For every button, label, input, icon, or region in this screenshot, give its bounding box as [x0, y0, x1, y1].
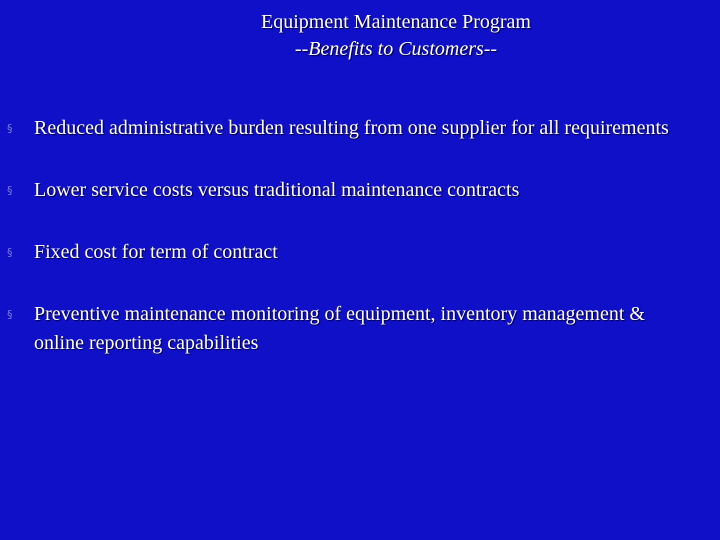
section-sign-bullet-icon: § — [7, 184, 13, 197]
slide-subtitle: --Benefits to Customers-- — [294, 38, 498, 60]
bullet-item — [0, 176, 720, 205]
bullet-text: Preventive maintenance monitoring of equipment, inventory management & online reporting capabilities — [34, 303, 645, 354]
bullet-text: Fixed cost for term of contract — [34, 241, 278, 263]
section-sign-bullet-icon: § — [7, 246, 13, 259]
bullet-text: Lower service costs versus traditional maintenance contracts — [34, 179, 520, 201]
bullet-item — [0, 238, 720, 267]
bullet-item — [0, 300, 720, 358]
bullet-text: Reduced administrative burden resulting from one supplier for all requirements — [34, 117, 669, 139]
section-sign-bullet-icon: § — [7, 122, 13, 135]
section-sign-bullet-icon: § — [7, 308, 13, 321]
slide-header — [0, 9, 720, 63]
bullet-list — [0, 114, 720, 358]
slide-title: Equipment Maintenance Program — [261, 11, 531, 33]
bullet-item — [0, 114, 720, 143]
